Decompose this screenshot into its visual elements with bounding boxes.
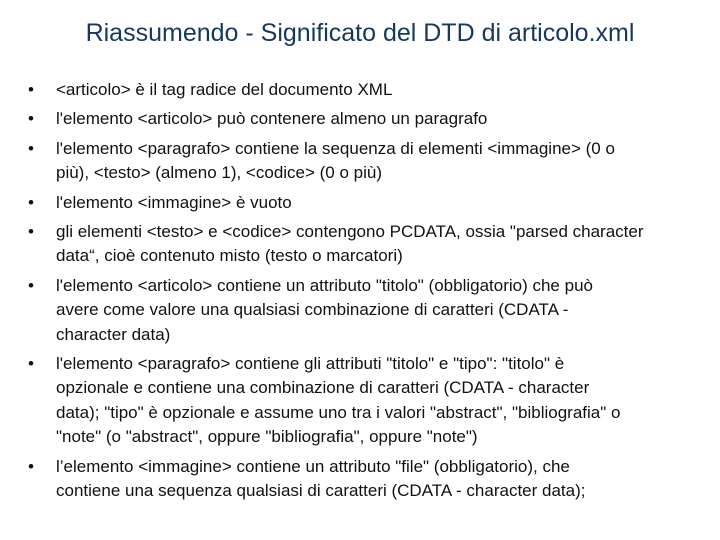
bullet-text-line: "note" (o "abstract", oppure "bibliografia", oppure "note") [56,427,478,447]
bullet-item [0,455,720,504]
bullet-item [0,352,720,450]
bullet-text-line: data“, cioè contenuto misto (testo o marcatori) [56,246,403,266]
bullet-marker: • [28,138,34,158]
bullet-text-line: contiene una sequenza qualsiasi di caratteri (CDATA - character data); [56,481,586,501]
bullet-marker: • [28,456,34,476]
bullet-text-line: più), <testo> (almeno 1), <codice> (0 o più) [56,163,383,183]
bullet-marker: • [28,80,34,99]
bullet-text-line: l'elemento <articolo> può contenere almeno un paragrafo [56,109,488,129]
bullet-item [0,220,720,269]
bullet-item [0,191,720,215]
bullet-marker: • [28,109,34,129]
bullet-text-line: l'elemento <paragrafo> contiene la sequenza di elementi <immagine> (0 o [56,138,615,158]
bullet-text-line: avere come valore una qualsiasi combinazione di caratteri (CDATA - [56,300,569,320]
bullet-text-line: opzionale e contiene una combinazione di caratteri (CDATA - character [56,378,590,398]
bullet-list [0,78,720,509]
bullet-marker: • [28,222,34,242]
bullet-text-line: <articolo> è il tag radice del documento XML [56,80,393,99]
bullet-marker: • [28,192,34,212]
bullet-text-line: l'elemento <immagine> è vuoto [56,192,292,212]
bullet-item [0,137,720,186]
bullet-text-line: character data) [56,324,171,344]
bullet-marker: • [28,354,34,374]
bullet-item [0,107,720,131]
bullet-text-line: l'elemento <articolo> contiene un attributo "titolo" (obbligatorio) che può [56,275,593,295]
bullet-text-line: gli elementi <testo> e <codice> contengono PCDATA, ossia "parsed character [56,222,644,242]
bullet-text-line: l’elemento <immagine> contiene un attributo "file" (obbligatorio), che [56,456,570,476]
bullet-text-line: l'elemento <paragrafo> contiene gli attributi "titolo" e "tipo": "titolo" è [56,354,565,374]
bullet-marker: • [28,275,34,295]
slide-title: Riassumendo - Significato del DTD di articolo.xml [85,19,635,47]
bullet-item [0,274,720,347]
bullet-text-line: data); "tipo" è opzionale e assume uno tra i valori "abstract", "bibliografia" o [56,402,621,422]
bullet-item [0,78,720,102]
